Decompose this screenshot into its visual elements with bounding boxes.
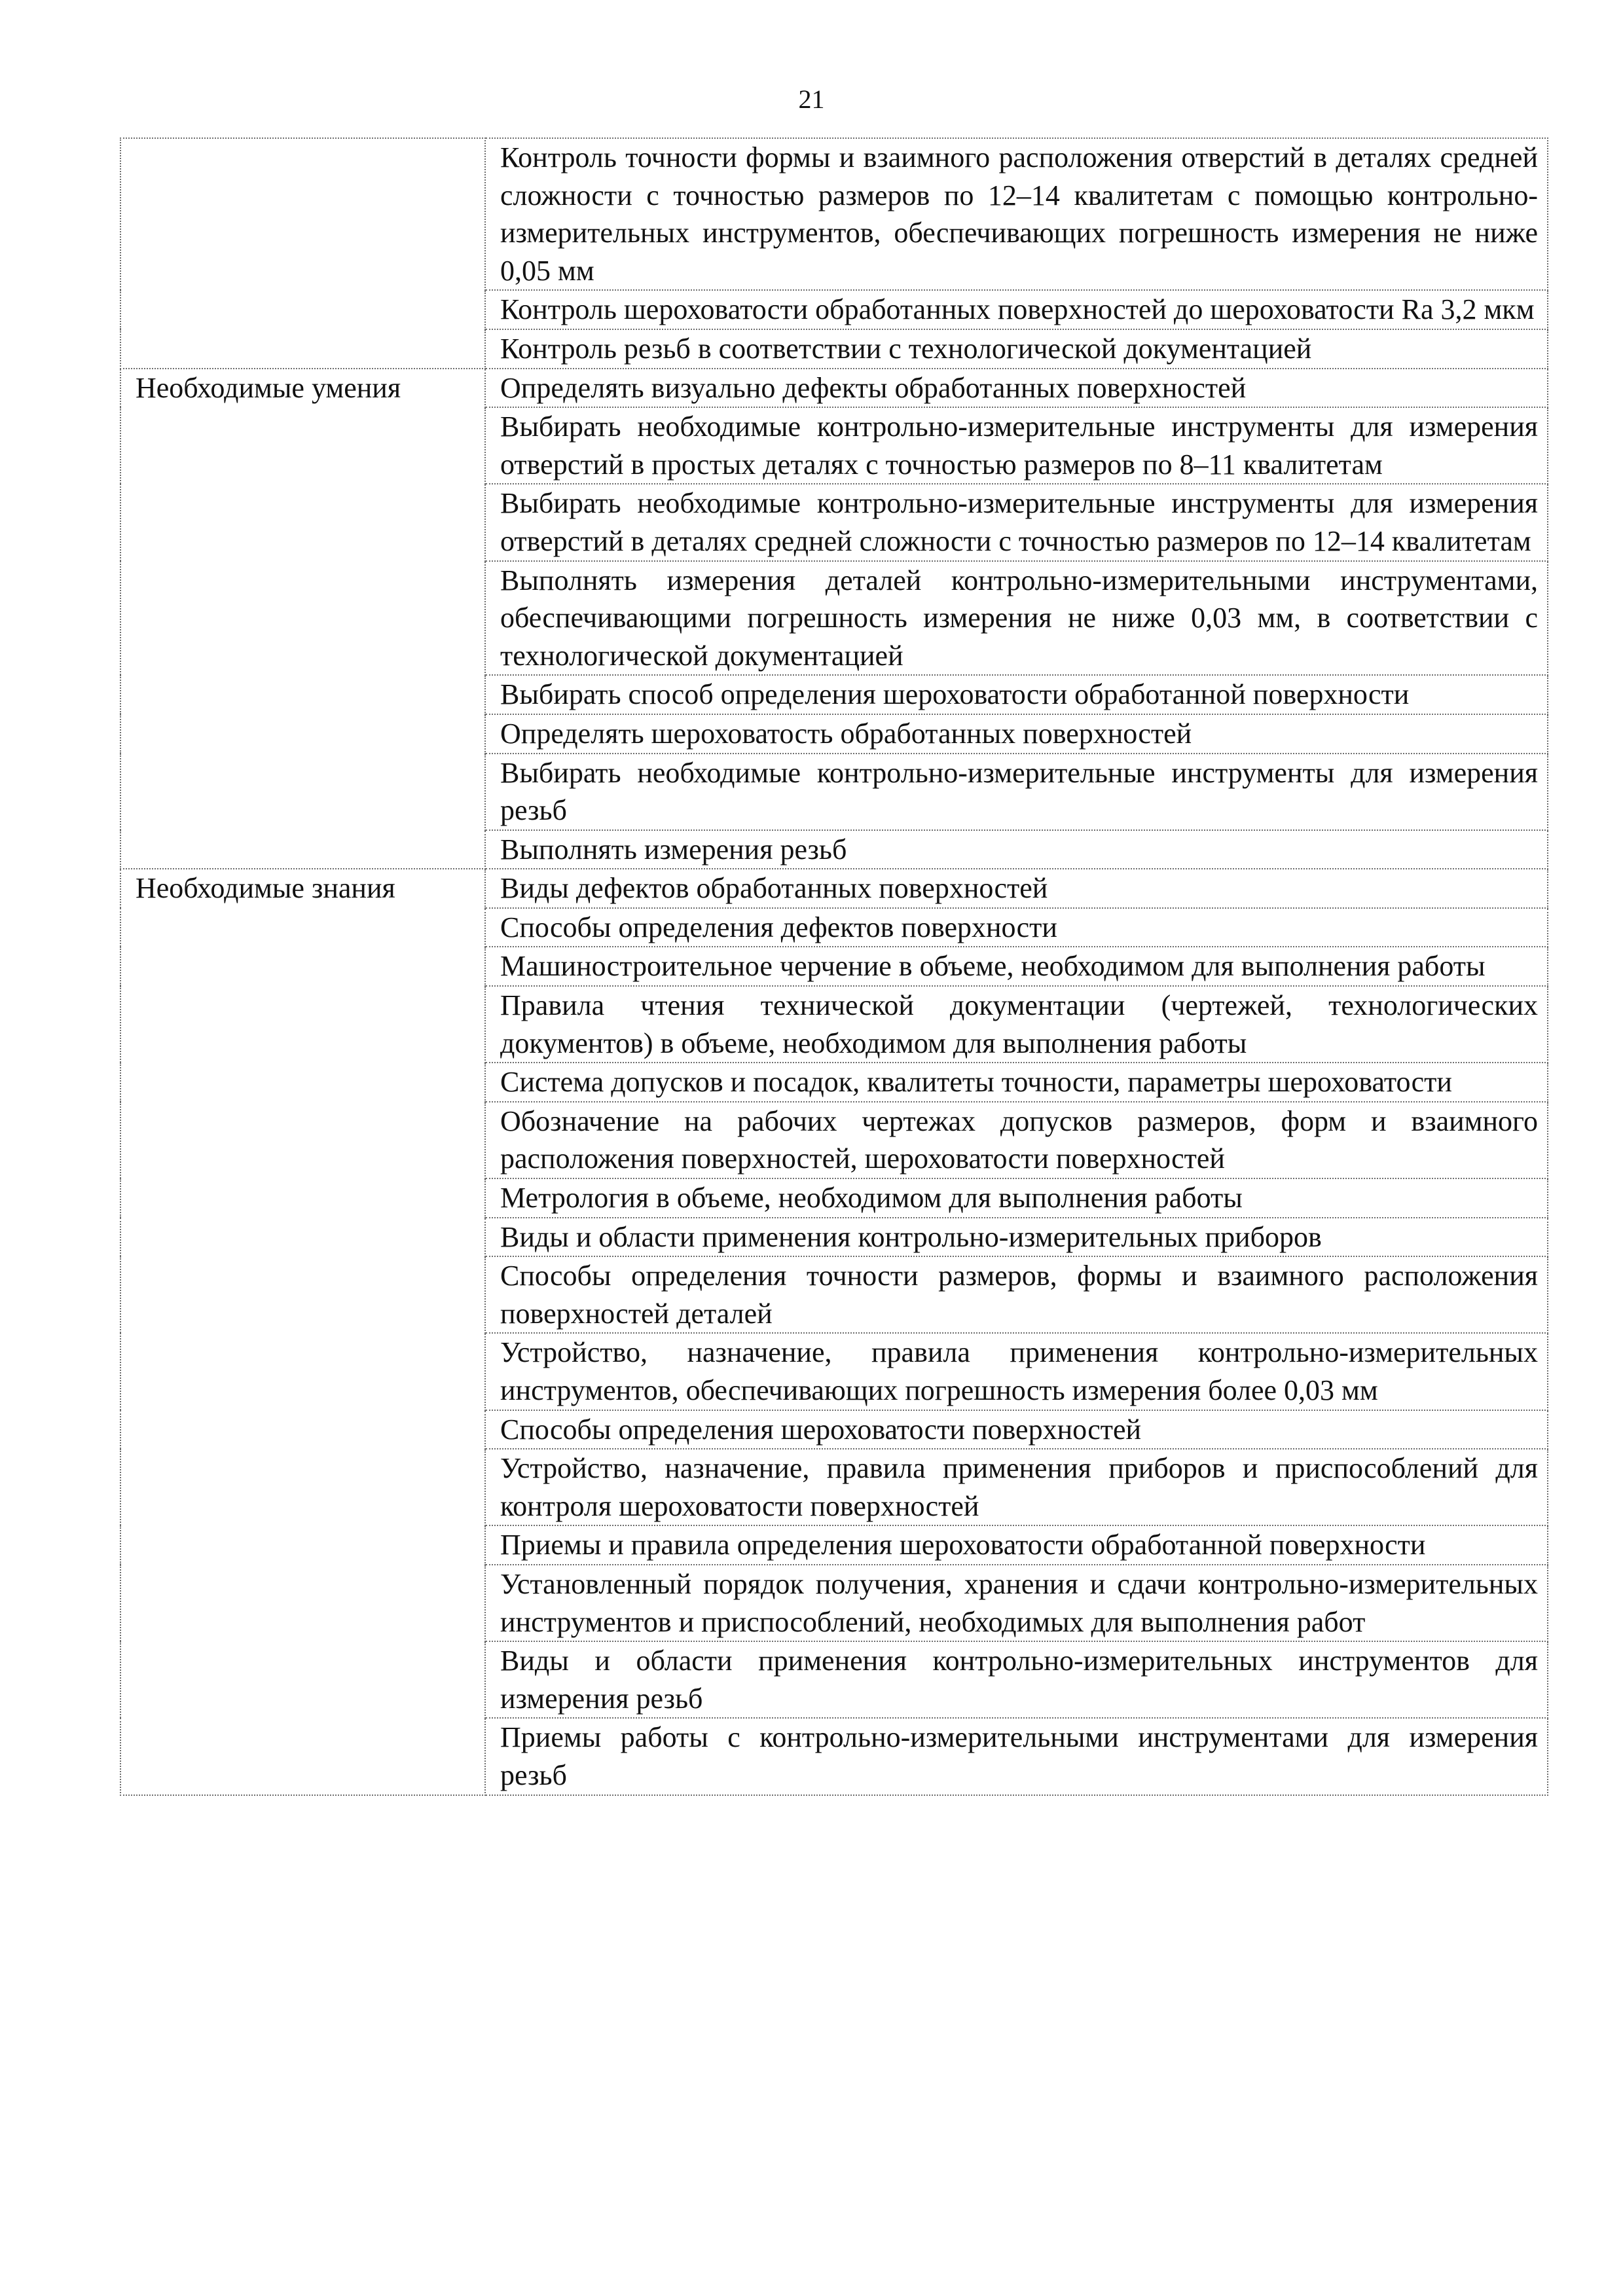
skill-text: Выполнять измерения деталей контрольно-измерительными инструментами, обеспечивающими погрешность измерения не ниже 0,03 мм, в соответствии с технологической документацией [485,561,1548,676]
knowledge-text: Система допусков и посадок, квалитеты точности, параметры шероховатости [485,1063,1548,1102]
table-row [120,561,1548,676]
table-row [120,329,1548,369]
table-row [120,138,1548,290]
knowledge-text: Способы определения шероховатости поверхностей [485,1410,1548,1449]
section-label-continuation [120,1102,485,1178]
knowledge-text: Установленный порядок получения, хранения и сдачи контрольно-измерительных инструментов и приспособлений, необходимых для выполнения работ [485,1565,1548,1641]
section-label-skills: Необходимые умения [120,369,485,408]
table-row [120,1641,1548,1718]
section-label-continuation [120,1178,485,1218]
table-row [120,1218,1548,1257]
section-label-continuation [120,908,485,947]
knowledge-text: Приемы и правила определения шероховатости обработанной поверхности [485,1525,1548,1565]
section-label-continuation [120,1449,485,1525]
skill-text: Выбирать необходимые контрольно-измерительные инструменты для измерения резьб [485,754,1548,830]
knowledge-text: Виды и области применения контрольно-измерительных инструментов для измерения резьб [485,1641,1548,1718]
table-row [120,714,1548,754]
skill-text: Выполнять измерения резьб [485,830,1548,869]
section-label-continuation [120,1525,485,1565]
knowledge-text: Машиностроительное черчение в объеме, необходимом для выполнения работы [485,947,1548,986]
table-row [120,908,1548,947]
table-row [120,290,1548,329]
section-label-continuation [120,407,485,484]
table-row [120,1525,1548,1565]
table-row [120,407,1548,484]
table-row [120,1333,1548,1410]
skill-text: Определять шероховатость обработанных поверхностей [485,714,1548,754]
table-row [120,1410,1548,1449]
table-row [120,1256,1548,1333]
requirement-text: Контроль шероховатости обработанных поверхностей до шероховатости Ra 3,2 мкм [485,290,1548,329]
section-label-continuation [120,986,485,1063]
section-label-continuation [120,1718,485,1795]
section-label-continuation [120,1063,485,1102]
section-label-continuation [120,1218,485,1257]
table-row [120,986,1548,1063]
table-row [120,947,1548,986]
skill-text: Выбирать необходимые контрольно-измерительные инструменты для измерения отверстий в простых деталях с точностью размеров по 8–11 квалитетам [485,407,1548,484]
section-label-continuation [120,1565,485,1641]
section-label-continuation [120,675,485,714]
knowledge-text: Устройство, назначение, правила применения приборов и приспособлений для контроля шероховатости поверхностей [485,1449,1548,1525]
knowledge-text: Способы определения точности размеров, формы и взаимного расположения поверхностей деталей [485,1256,1548,1333]
knowledge-text: Обозначение на рабочих чертежах допусков размеров, форм и взаимного расположения поверхностей, шероховатости поверхностей [485,1102,1548,1178]
knowledge-text: Устройство, назначение, правила применения контрольно-измерительных инструментов, обеспечивающих погрешность измерения более 0,03 мм [485,1333,1548,1410]
requirement-text: Контроль точности формы и взаимного расположения отверстий в деталях средней сложности с точностью размеров по 12–14 квалитетам с помощью контрольно-измерительных инструментов, обеспечивающих погрешность измерения не ниже 0,05 мм [485,138,1548,290]
section-label-continuation [120,1333,485,1410]
requirement-text: Контроль резьб в соответствии с технологической документацией [485,329,1548,369]
section-label-continuation [120,329,485,369]
section-label-continuation [120,484,485,560]
table-row [120,1449,1548,1525]
section-label-continuation [120,1256,485,1333]
knowledge-text: Виды и области применения контрольно-измерительных приборов [485,1218,1548,1257]
skill-text: Выбирать способ определения шероховатости обработанной поверхности [485,675,1548,714]
table-row [120,1063,1548,1102]
table-row [120,484,1548,560]
section-label-continuation [120,561,485,676]
section-label-continuation [120,290,485,329]
table-row [120,369,1548,408]
knowledge-text: Приемы работы с контрольно-измерительными инструментами для измерения резьб [485,1718,1548,1795]
page-number: 21 [798,84,825,114]
table-row [120,830,1548,869]
knowledge-text: Виды дефектов обработанных поверхностей [485,869,1548,908]
table-row [120,869,1548,908]
table-row [120,1565,1548,1641]
section-label [120,138,485,290]
section-label-continuation [120,1410,485,1449]
section-label-continuation [120,1641,485,1718]
table-row [120,1102,1548,1178]
skill-text: Выбирать необходимые контрольно-измерительные инструменты для измерения отверстий в деталях средней сложности с точностью размеров по 12–14 квалитетам [485,484,1548,560]
section-label-continuation [120,754,485,830]
table-row [120,1718,1548,1795]
section-label-continuation [120,830,485,869]
section-label-knowledge: Необходимые знания [120,869,485,908]
section-label-continuation [120,947,485,986]
knowledge-text: Способы определения дефектов поверхности [485,908,1548,947]
skill-text: Определять визуально дефекты обработанных поверхностей [485,369,1548,408]
table-row [120,754,1548,830]
section-label-continuation [120,714,485,754]
knowledge-text: Метрология в объеме, необходимом для выполнения работы [485,1178,1548,1218]
table-row [120,675,1548,714]
knowledge-text: Правила чтения технической документации (чертежей, технологических документов) в объеме, необходимом для выполнения работы [485,986,1548,1063]
requirements-table [120,137,1548,1796]
table-row [120,1178,1548,1218]
